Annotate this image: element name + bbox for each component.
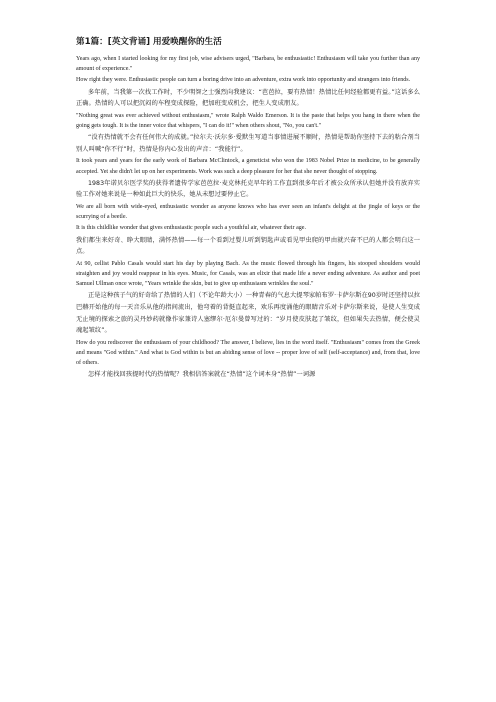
paragraph-english: At 90, cellist Pablo Casals would start his day by playing Bach. As the music flowed through his fingers, his stooped shoulders would straighten and joy would reappear in his eyes. Music, for Casals, was an elixir that made life a never ending adventure. As author and poet Samuel Ullman once wrote, "Years wrinkle the skin, but to give up enthusiasm wrinkles the soul." bbox=[76, 260, 420, 288]
paragraph-english: How do you rediscover the enthusiasm of your childhood? The answer, I believe, lies in the word itself. "Enthusiasm" comes from the Greek and means "God within." And what is God within is but an abiding sense of love -- proper love of self (self-acceptance) and, from that, love of others. bbox=[76, 339, 420, 367]
paragraph-chinese: “没有热情就不会有任何伟大的成就。”拉尔夫·沃尔多·爱默生写道当事情进展不顺时，热情是帮助你坚持下去的粘合剂当别人叫喊“你不行”时，热情是你内心发出的声音：“我能行”。 bbox=[76, 134, 420, 153]
paragraph-english: We are all born with wide-eyed, enthusiastic wonder as anyone knows who has ever seen an infant's delight at the jingle of keys or the scurrying of a beetle. bbox=[76, 203, 420, 221]
paragraph-english: Years ago, when I started looking for my first job, wise advisers urged, "Barbara, be enthusiastic! Enthusiasm will take you further than any amount of experience." bbox=[76, 56, 420, 73]
paragraph-chinese: 怎样才能找回孩提时代的热情呢？我相信答案就在“热情”这个词本身“热情”一词源 bbox=[88, 371, 316, 379]
paragraph-english: How right they were. Enthusiastic people can turn a boring drive into an adventure, extra work into opportunity and strangers into friends. bbox=[76, 77, 411, 84]
paragraph-chinese: 正是这种孩子气的好奇给了热情的人们（不论年龄大小）一种青春的气息大提琴家帕布罗·卡萨尔斯在90岁时还坚持以拉巴赫开始他的每一天音乐从他的指间流出，他弯着的背挺直起来，欢乐再度涌他的眼睛音乐对卡萨尔斯来说，是使人生变成无止境的探索之旅的灵丹妙药就像作家兼诗人塞缪尔·厄尔曼曾写过的：“岁月使皮肤起了皱纹，但如果失去热情，便会使灵魂起皱纹”。 bbox=[76, 292, 420, 335]
paragraph-english: It is this childlike wonder that gives enthusiastic people such a youthful air, whatever their age. bbox=[76, 225, 306, 232]
paragraph-english: "Nothing great was ever achieved without enthusiasm," wrote Ralph Waldo Emerson. It is the paste that helps you hang in there when the going gets tough. It is the inner voice that whispers, "I can do it!" when others shout, "No, you can't." bbox=[76, 112, 420, 129]
paragraph-chinese: 我们都生来好奇、睁大眼睛，满怀热情——每一个看到过婴儿听到钥匙声或看见甲虫爬的甲由就兴奋不已的人都会明白这一点。 bbox=[76, 236, 420, 256]
document-page bbox=[76, 36, 420, 696]
paragraph-chinese: 1983年诺贝尔医学奖的获得者遗传学家芭芭拉·麦克林托克早年的工作直到很多年后才被公众所承认但她并没有放弃实验工作对她来说是一种如此巨大的快乐，她从未想过要停止它。 bbox=[76, 179, 420, 199]
paragraph-english: It took years and years for the early work of Barbara McClintock, a geneticist who won the 1983 Nobel Prize in medicine, to be generally accepted. Yet she didn't let up on her experiments. Work was such a deep pleasure for her that she never thought of stopping. bbox=[76, 158, 420, 175]
document-title: 第1篇：[英文背诵] 用爱唤醒你的生活 bbox=[76, 37, 222, 47]
paragraph-chinese: 多年前，当我第一次找工作时，不少明智之士强烈向我建议：“芭芭拉，要有热情！热情比任何经验都更有益。”这话多么正确。热情的人可以把沉闷的车程变成探险，把加班变成机会，把生人变成朋友。 bbox=[76, 88, 420, 108]
document-body bbox=[76, 54, 420, 381]
